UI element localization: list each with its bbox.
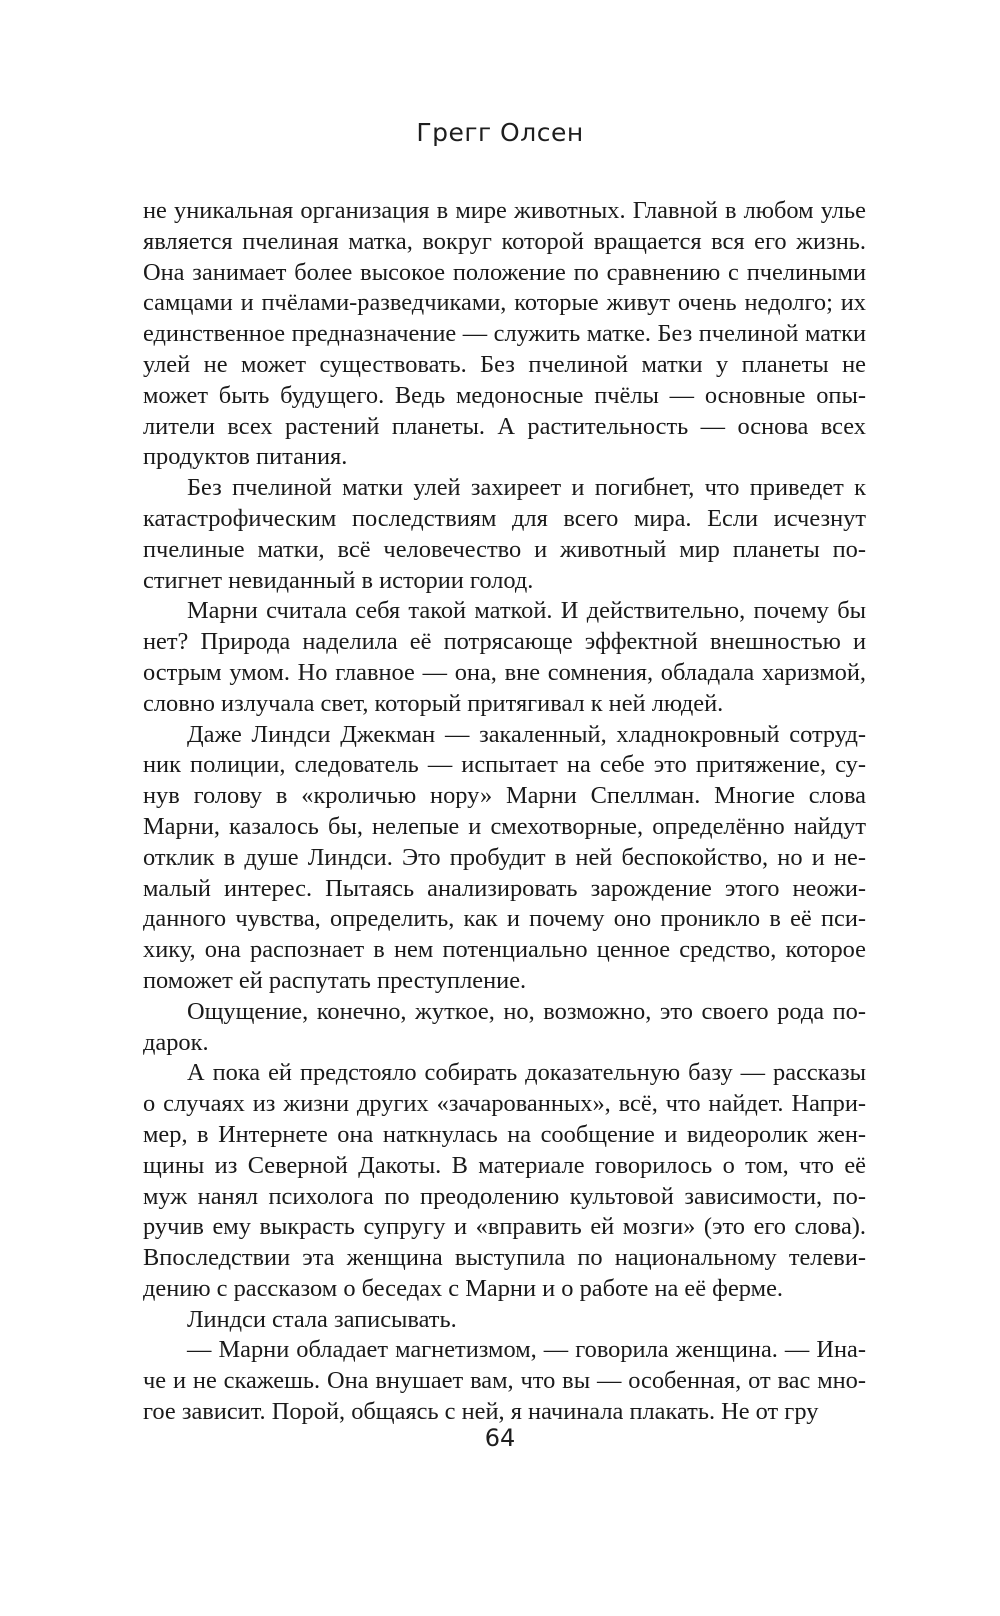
body-text bbox=[143, 196, 866, 1428]
paragraph: Без пчелиной матки улей захиреет и погибнет, что приведет к катастрофическим последствиям для всего мира. Если исчезнут пчелиные матки, всё человечество и животный мир планеты постигнет невиданный в истории голод. bbox=[143, 474, 866, 594]
page-number: 64 bbox=[484, 1424, 516, 1452]
paragraph: — Марни обладает магнетизмом, — говорила женщина. — Иначе и не скажешь. Она внушает вам, что вы — особенная, от вас многое зависит. Порой, общаясь с ней, я начинала плакать. Не от гру bbox=[143, 1336, 866, 1426]
paragraph: не уникальная организация в мире животных. Главной в любом улье является пчелиная матка, вокруг которой вращается вся его жизнь. Она занимает более высокое положение по сравнению с пчелиными самцами и пчёлами-разведчиками, которые живут очень недолго; их единственное предназначение — служить матке. Без пчелиной матки улей не может существовать. Без пчелиной матки у планеты не может быть будущего. Ведь медоносные пчёлы — основные опылители всех растений планеты. А растительность — основа всех продуктов питания. bbox=[143, 197, 866, 471]
paragraph: Даже Линдси Джекман — закаленный, хладнокровный сотрудник полиции, следователь — испытает на себе это притяжение, сунув голову в «кроличью нору» Марни Спеллман. Многие слова Марни, казалось бы, нелепые и смехотворные, определённо найдут отклик в душе Линдси. Это пробудит в ней беспокойство, но и немалый интерес. Пытаясь анализировать зарождение этого неожиданного чувства, определить, как и почему оно проникло в её психику, она распознает в нем потенциально ценное средство, которое поможет ей распутать преступление. bbox=[143, 720, 866, 994]
paragraph: Линдси стала записывать. bbox=[187, 1305, 457, 1333]
running-head: Грегг Олсен bbox=[416, 118, 584, 147]
paragraph: Марни считала себя такой маткой. И действительно, почему бы нет? Природа наделила её потрясающе эффектной внешностью и острым умом. Но главное — она, вне сомнения, обладала харизмой, словно излучала свет, который притягивал к ней людей. bbox=[143, 597, 866, 717]
paragraph: Ощущение, конечно, жуткое, но, возможно, это своего рода подарок. bbox=[143, 997, 866, 1056]
paragraph: А пока ей предстояло собирать доказательную базу — рассказы о случаях из жизни других «зачарованных», всё, что найдет. Например, в Интернете она наткнулась на сообщение и видеоролик женщины из Северной Дакоты. В материале говорилось о том, что её муж нанял психолога по преодолению культовой зависимости, поручив ему выкрасть супругу и «вправить ей мозги» (это его слова). Впоследствии эта женщина выступила по национальному телевидению с рассказом о беседах с Марни и о работе на её ферме. bbox=[143, 1059, 866, 1302]
